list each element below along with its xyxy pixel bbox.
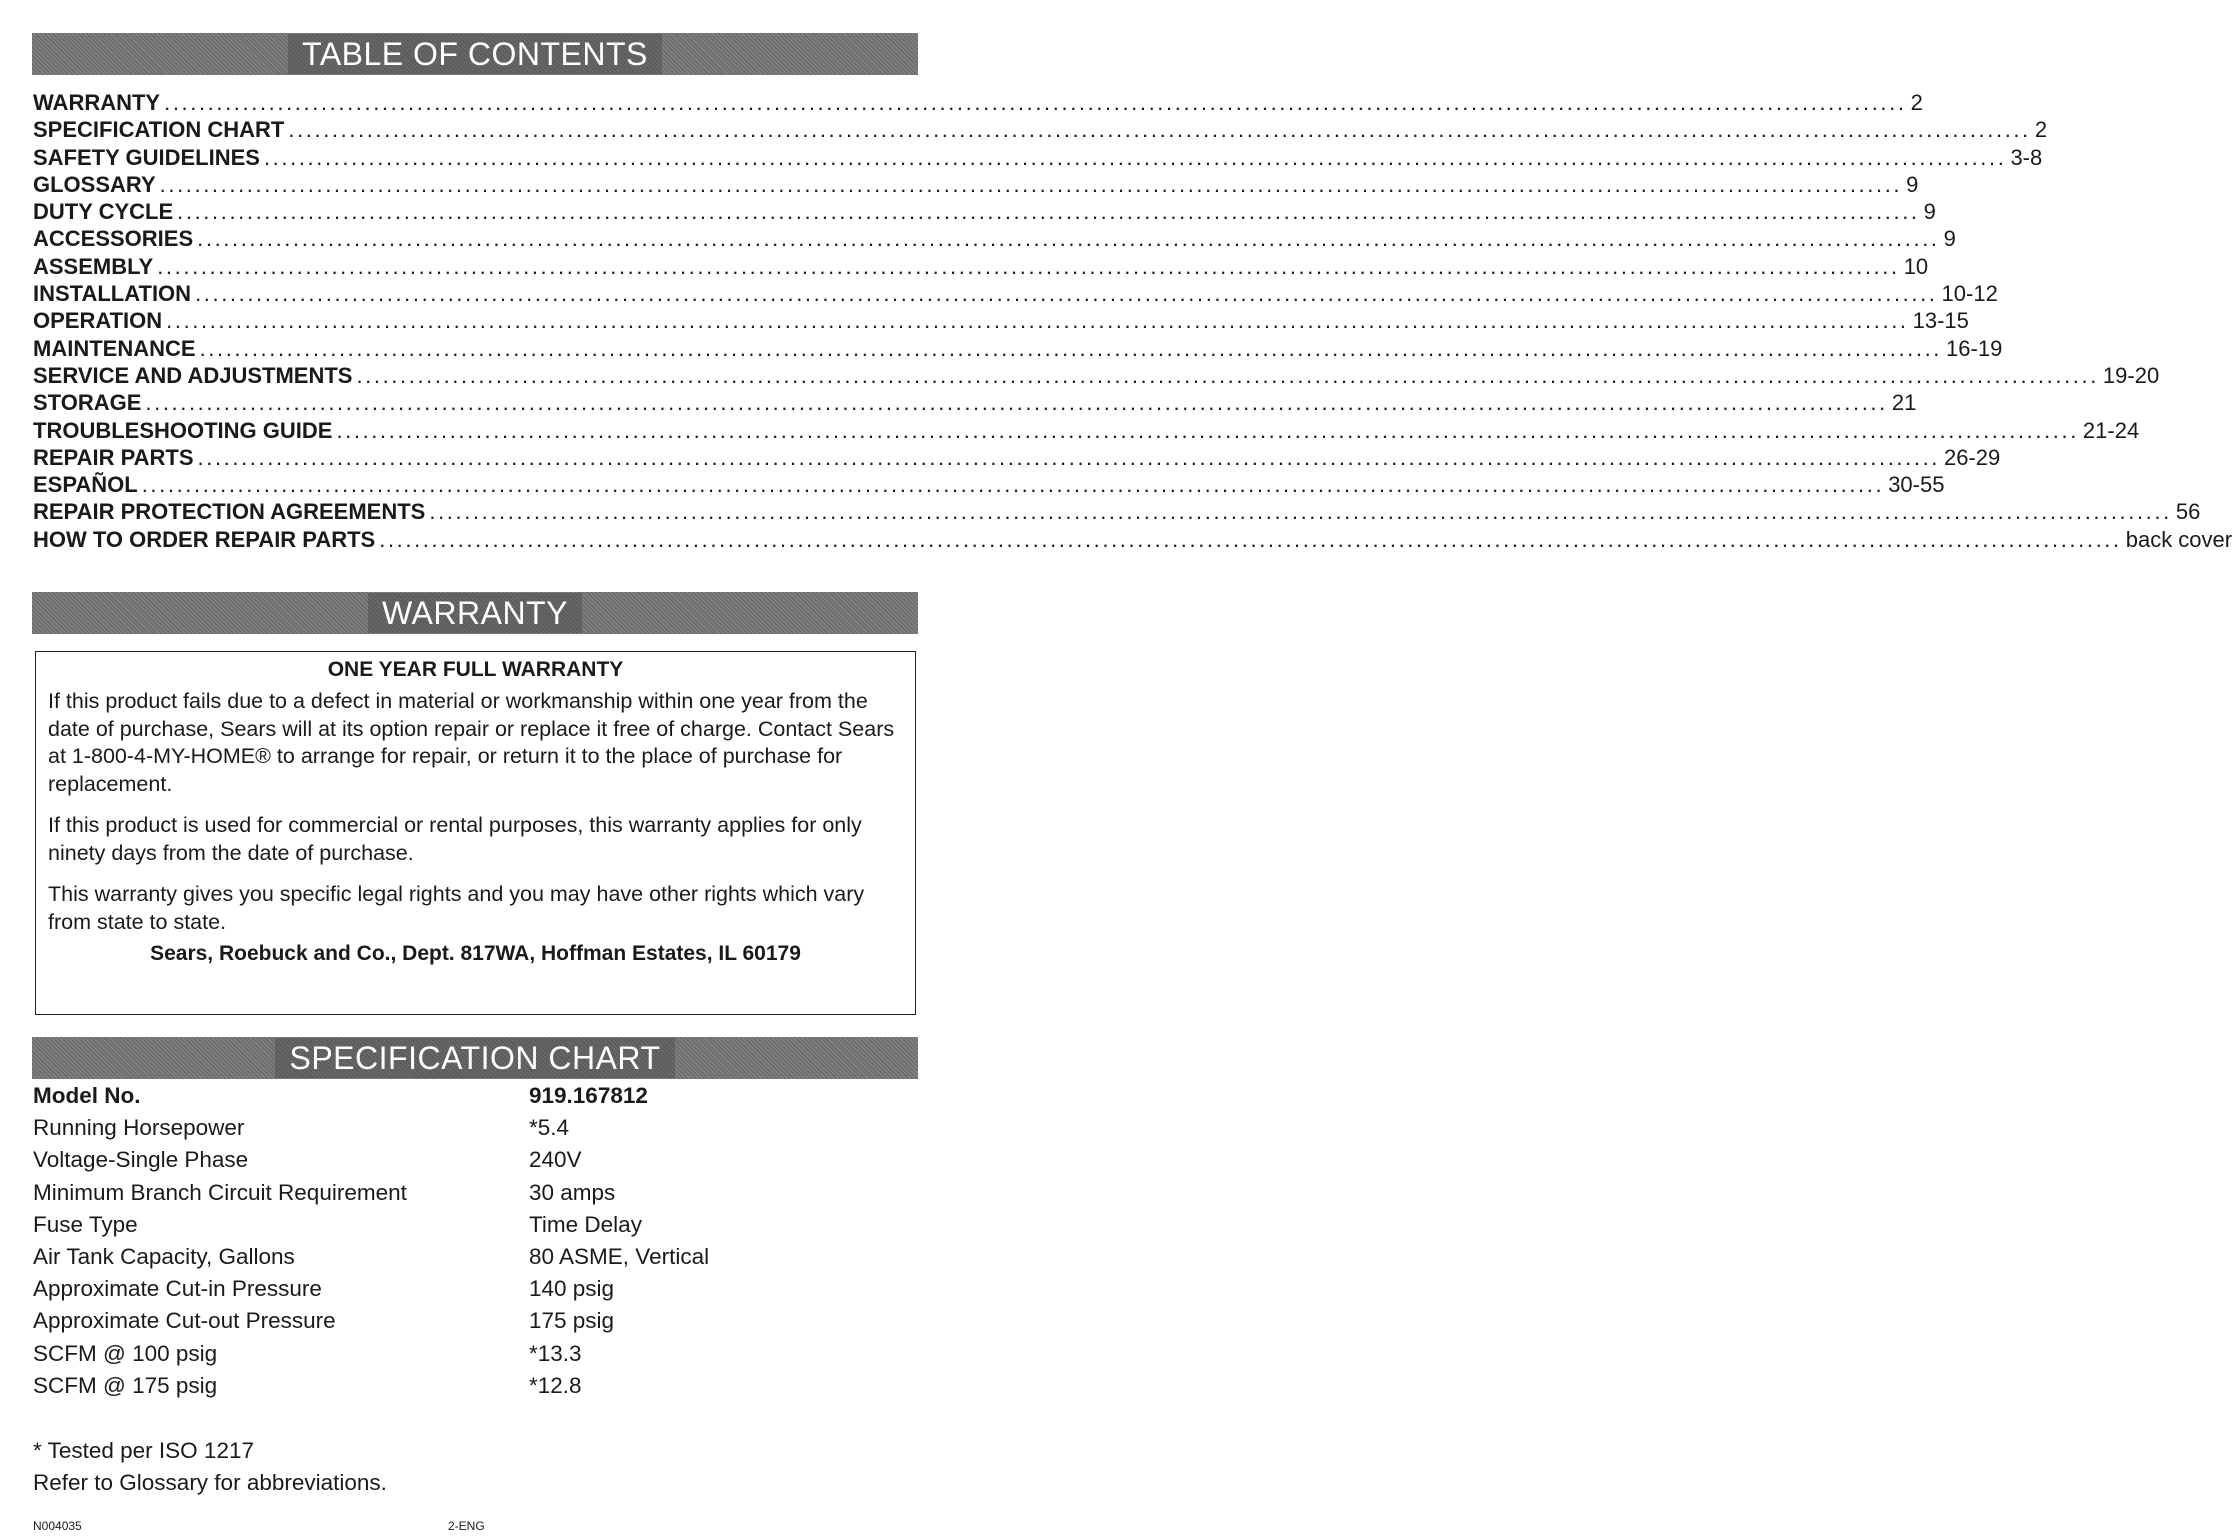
toc-title: ESPAÑOL [33, 472, 138, 498]
spec-label: Running Horsepower [33, 1115, 245, 1141]
toc-leader-dots: ........................................................................................................................................................................................................ [379, 526, 2122, 552]
toc-row [33, 362, 2160, 390]
toc-title: TROUBLESHOOTING GUIDE [33, 417, 333, 443]
toc-row [33, 417, 2140, 445]
spec-row [33, 1112, 913, 1144]
toc-page: 9 [1906, 171, 1919, 197]
toc-page: back cover [2125, 526, 2232, 552]
warranty-address: Sears, Roebuck and Co., Dept. 817WA, Hoffman Estates, IL 60179 [150, 942, 801, 965]
toc-title: GLOSSARY [33, 171, 156, 197]
toc-page: 21 [1891, 390, 1917, 416]
toc-leader-dots: ........................................................................................................................................................................................................ [197, 444, 1940, 470]
specification-chart [33, 1080, 913, 1402]
toc-page: 26-29 [1944, 444, 2001, 470]
spec-label: Approximate Cut-out Pressure [33, 1308, 336, 1334]
toc-page: 3-8 [2010, 144, 2043, 170]
spec-banner [32, 1037, 918, 1079]
spec-note-tested: * Tested per ISO 1217 [33, 1438, 254, 1463]
toc-row [33, 444, 2001, 472]
table-of-contents [33, 90, 2232, 554]
spec-row [33, 1241, 913, 1273]
spec-value: 175 psig [529, 1308, 615, 1334]
spec-value: 30 amps [529, 1179, 616, 1205]
spec-label: Minimum Branch Circuit Requirement [33, 1179, 407, 1205]
toc-leader-dots: ........................................................................................................................................................................................................ [141, 472, 1885, 498]
toc-leader-dots: ........................................................................................................................................................................................................ [164, 90, 1907, 115]
warranty-paragraph-2: If this product is used for commercial or rental purposes, this warranty applies for only ninety days from the date of purchase. [48, 813, 862, 865]
spec-row [33, 1177, 913, 1209]
toc-row [33, 171, 1919, 199]
toc-row [33, 144, 2043, 172]
toc-title: REPAIR PARTS [33, 444, 194, 470]
spec-label: Approximate Cut-in Pressure [33, 1276, 322, 1302]
toc-title: SERVICE AND ADJUSTMENTS [33, 362, 353, 388]
toc-page: 16-19 [1946, 335, 2003, 361]
spec-value: *5.4 [529, 1115, 570, 1141]
footer-page-number: 2-ENG [448, 1519, 485, 1533]
toc-row [33, 390, 1917, 417]
toc-page: 56 [2175, 499, 2201, 525]
toc-page: 19-20 [2102, 362, 2160, 388]
toc-page: 30-55 [1888, 472, 1945, 498]
spec-label: SCFM @ 100 psig [33, 1340, 218, 1366]
toc-row [33, 472, 1945, 499]
toc-page: 13-15 [1912, 308, 1969, 334]
toc-page: 9 [1943, 226, 1956, 252]
toc-leader-dots: ........................................................................................................................................................................................................ [177, 199, 1920, 225]
spec-heading: SPECIFICATION CHART [275, 1038, 674, 1078]
toc-row [33, 499, 2201, 526]
toc-row [33, 281, 1998, 308]
toc-leader-dots: ........................................................................................................................................................................................................ [263, 144, 2007, 170]
toc-leader-dots: ........................................................................................................................................................................................................ [288, 117, 2031, 143]
toc-leader-dots: ........................................................................................................................................................................................................ [145, 390, 1888, 416]
toc-title: STORAGE [33, 390, 142, 416]
toc-row [33, 526, 2232, 554]
toc-title: SPECIFICATION CHART [33, 117, 285, 143]
toc-row [33, 226, 1956, 253]
spec-row [33, 1370, 913, 1402]
toc-title: HOW TO ORDER REPAIR PARTS [33, 526, 376, 552]
toc-row [33, 308, 1969, 335]
toc-title: INSTALLATION [33, 281, 192, 307]
spec-label: Voltage-Single Phase [33, 1147, 249, 1173]
toc-row [33, 117, 2048, 144]
spec-value: 240V [529, 1147, 582, 1173]
toc-leader-dots: ........................................................................................................................................................................................................ [195, 281, 1938, 307]
toc-leader-dots: ........................................................................................................................................................................................................ [429, 499, 2172, 525]
toc-title: SAFETY GUIDELINES [33, 144, 260, 170]
warranty-box-title: ONE YEAR FULL WARRANTY [327, 658, 624, 681]
toc-title: ACCESSORIES [33, 226, 194, 252]
toc-title: WARRANTY [33, 90, 161, 115]
spec-row [33, 1305, 913, 1337]
spec-label: SCFM @ 175 psig [33, 1372, 218, 1398]
toc-title: MAINTENANCE [33, 335, 196, 361]
toc-row [33, 253, 1929, 281]
warranty-heading: WARRANTY [368, 593, 582, 633]
toc-leader-dots: ........................................................................................................................................................................................................ [157, 253, 1900, 279]
toc-page: 10 [1903, 253, 1929, 279]
spec-value: *13.3 [529, 1340, 582, 1366]
toc-row [33, 90, 1923, 117]
toc-title: REPAIR PROTECTION AGREEMENTS [33, 499, 426, 525]
toc-leader-dots: ........................................................................................................................................................................................................ [356, 362, 2099, 388]
warranty-banner [32, 592, 918, 634]
toc-row [33, 199, 1936, 226]
toc-page: 2 [1910, 90, 1923, 115]
toc-page: 9 [1923, 199, 1936, 225]
spec-row [33, 1080, 913, 1112]
toc-leader-dots: ........................................................................................................................................................................................................ [166, 308, 1909, 334]
toc-title: DUTY CYCLE [33, 199, 174, 225]
warranty-paragraph-1: If this product fails due to a defect in material or workmanship within one year from the date of purchase, Sears will at its option repair or replace it free of charge. Contact Sears at 1-800-4-MY-HOME® to arrange for repair, or return it to the place of purchase for replacement. [48, 689, 895, 796]
toc-leader-dots: ........................................................................................................................................................................................................ [197, 226, 1940, 252]
spec-notes [33, 1435, 387, 1499]
spec-label: Model No. [33, 1083, 141, 1109]
warranty-paragraph-3: This warranty gives you specific legal rights and you may have other rights which vary from state to state. [48, 882, 865, 934]
spec-value: *12.8 [529, 1372, 582, 1398]
spec-row [33, 1144, 913, 1176]
toc-leader-dots: ........................................................................................................................................................................................................ [159, 171, 1903, 197]
spec-label: Air Tank Capacity, Gallons [33, 1244, 295, 1270]
toc-page: 21-24 [2082, 417, 2140, 443]
toc-title: ASSEMBLY [33, 253, 154, 279]
toc-title: OPERATION [33, 308, 163, 334]
warranty-box [35, 651, 916, 1015]
toc-page: 2 [2034, 117, 2048, 143]
spec-value: Time Delay [529, 1211, 642, 1237]
toc-heading: TABLE OF CONTENTS [288, 34, 662, 74]
toc-row [33, 335, 2003, 363]
toc-page: 10-12 [1941, 281, 1998, 307]
spec-row [33, 1338, 913, 1370]
spec-value: 80 ASME, Vertical [529, 1244, 710, 1270]
spec-value: 140 psig [529, 1276, 615, 1302]
toc-leader-dots: ........................................................................................................................................................................................................ [336, 417, 2079, 443]
spec-row [33, 1273, 913, 1305]
spec-label: Fuse Type [33, 1211, 138, 1237]
spec-row [33, 1209, 913, 1241]
footer-code: N004035 [33, 1519, 82, 1533]
spec-value: 919.167812 [529, 1083, 648, 1109]
toc-leader-dots: ........................................................................................................................................................................................................ [199, 335, 1943, 361]
spec-note-glossary: Refer to Glossary for abbreviations. [33, 1470, 387, 1495]
toc-banner [32, 33, 918, 75]
